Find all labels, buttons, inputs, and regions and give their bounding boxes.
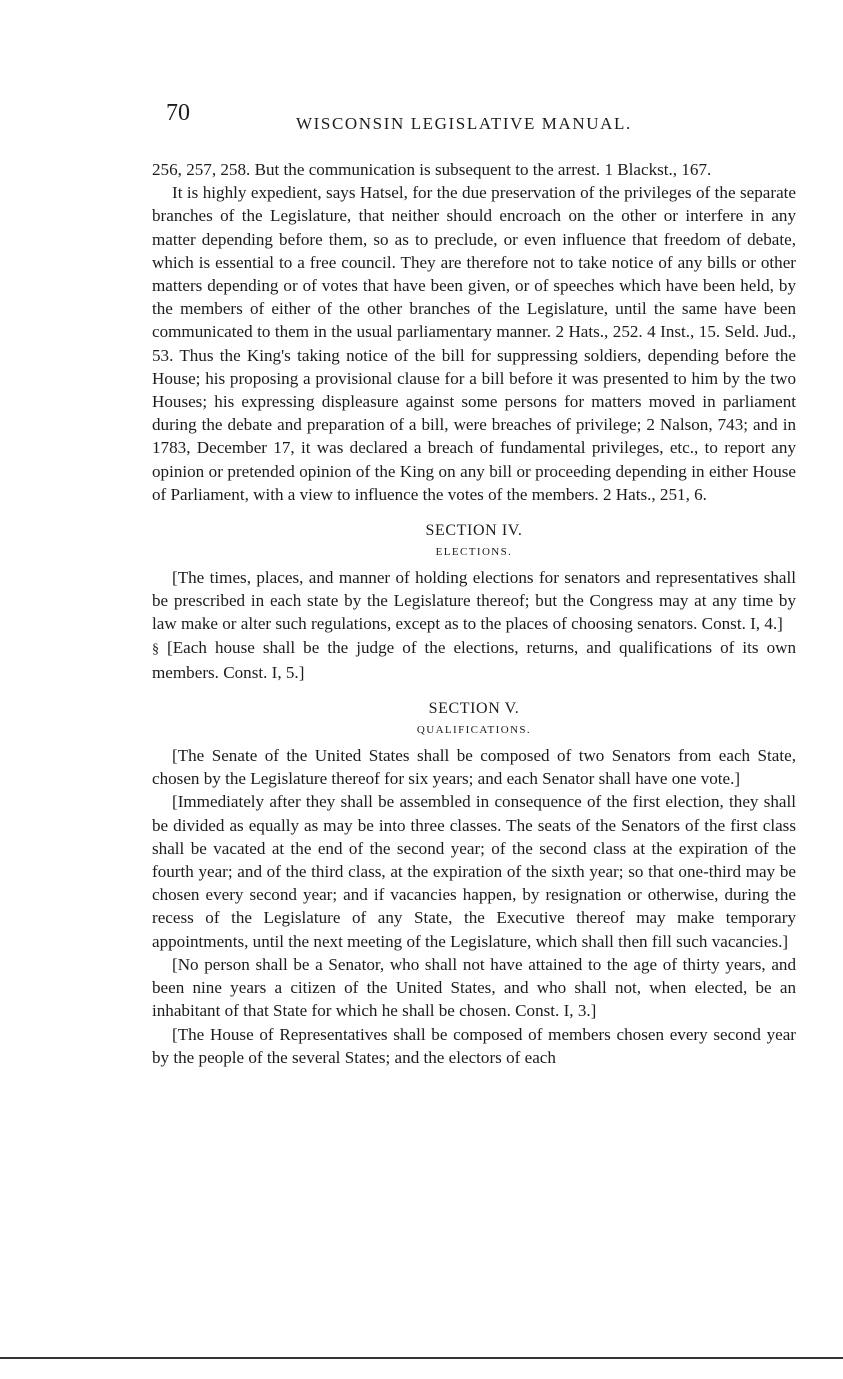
section-5-paragraph-1: [The Senate of the United States shall be composed of two Senators from each State, chosen by the Legislature thereof for six years; and each Senator shall have one vote.] xyxy=(152,746,796,789)
section-5-paragraph-2: [Immediately after they shall be assembled in consequence of the first election, they shall be divided as equally as may be into three classes. The seats of the Senators of the first class shall be vacated at the end of the second year; of the second class at the expiration of the fourth year; and of the third class, at the expiration of the sixth year; so that one-third may be chosen every second year; and if vacancies happen, by resignation or otherwise, during the recess of the Legislature of any State, the Executive thereof may make temporary appointments, until the next meeting of the Legislature, which shall then fill such vacancies.] xyxy=(152,792,796,951)
paragraph-privileges: It is highly expedient, says Hatsel, for the due preservation of the privileges of the separate branches of the Legislature, that neither should encroach on the other or interfere in any matter depending before them, so as to preclude, or even influence that freedom of debate, which is essential to a free council. They are therefore not to take notice of any bills or other matters depending or of votes that have been given, or of speeches which have been held, by the members of either of the other branches of the Legislature, until the same have been communicated to them in the usual parliamentary manner. 2 Hats., 252. 4 Inst., 15. Seld. Jud., 53. Thus the King's taking notice of the bill for suppressing soldiers, depending before the House; his proposing a provisional clause for a bill before it was presented to him by the two Houses; his expressing displeasure against some persons for matters moved in parliament during the debate and preparation of a bill, were breaches of privilege; 2 Nalson, 743; and in 1783, December 17, it was declared a breach of fundamental privileges, etc., to report any opinion or pretended opinion of the King on any bill or proceeding depending in either House of Parliament, with a view to influence the votes of the members. 2 Hats., 251, 6. xyxy=(152,183,796,504)
running-head: WISCONSIN LEGISLATIVE MANUAL. xyxy=(296,114,632,133)
page-body xyxy=(152,158,796,1069)
section-4-subtitle: ELECTIONS. xyxy=(435,546,513,559)
page-number: 70 xyxy=(166,100,190,126)
section-4-paragraph-2 xyxy=(152,636,796,684)
bottom-rule xyxy=(0,1357,843,1359)
section-5-subtitle: QUALIFICATIONS. xyxy=(416,724,532,737)
section-4-title: SECTION IV. xyxy=(425,522,523,540)
continued-paragraph: 256, 257, 258. But the communication is subsequent to the arrest. 1 Blackst., 167. xyxy=(152,160,712,179)
section-5-title: SECTION V. xyxy=(428,700,520,718)
section-mark: § xyxy=(152,641,159,657)
section-4-paragraph-2-text: [Each house shall be the judge of the elections, returns, and qualifications of its own members. Const. I, 5.] xyxy=(152,637,797,682)
section-5-paragraph-4: [The House of Representatives shall be composed of members chosen every second year by the people of the several States; and the electors of each xyxy=(152,1024,796,1067)
section-5-paragraph-3: [No person shall be a Senator, who shall not have attained to the age of thirty years, and been nine years a citizen of the United States, and who shall not, when elected, be an inhabitant of that State for which he shall be chosen. Const. I, 3.] xyxy=(152,954,796,1021)
section-4-paragraph-1: [The times, places, and manner of holding elections for senators and representatives shall be prescribed in each state by the Legislature thereof; but the Congress may at any time by law make or alter such regulations, except as to the places of choosing senators. Const. I, 4.] xyxy=(152,568,796,634)
